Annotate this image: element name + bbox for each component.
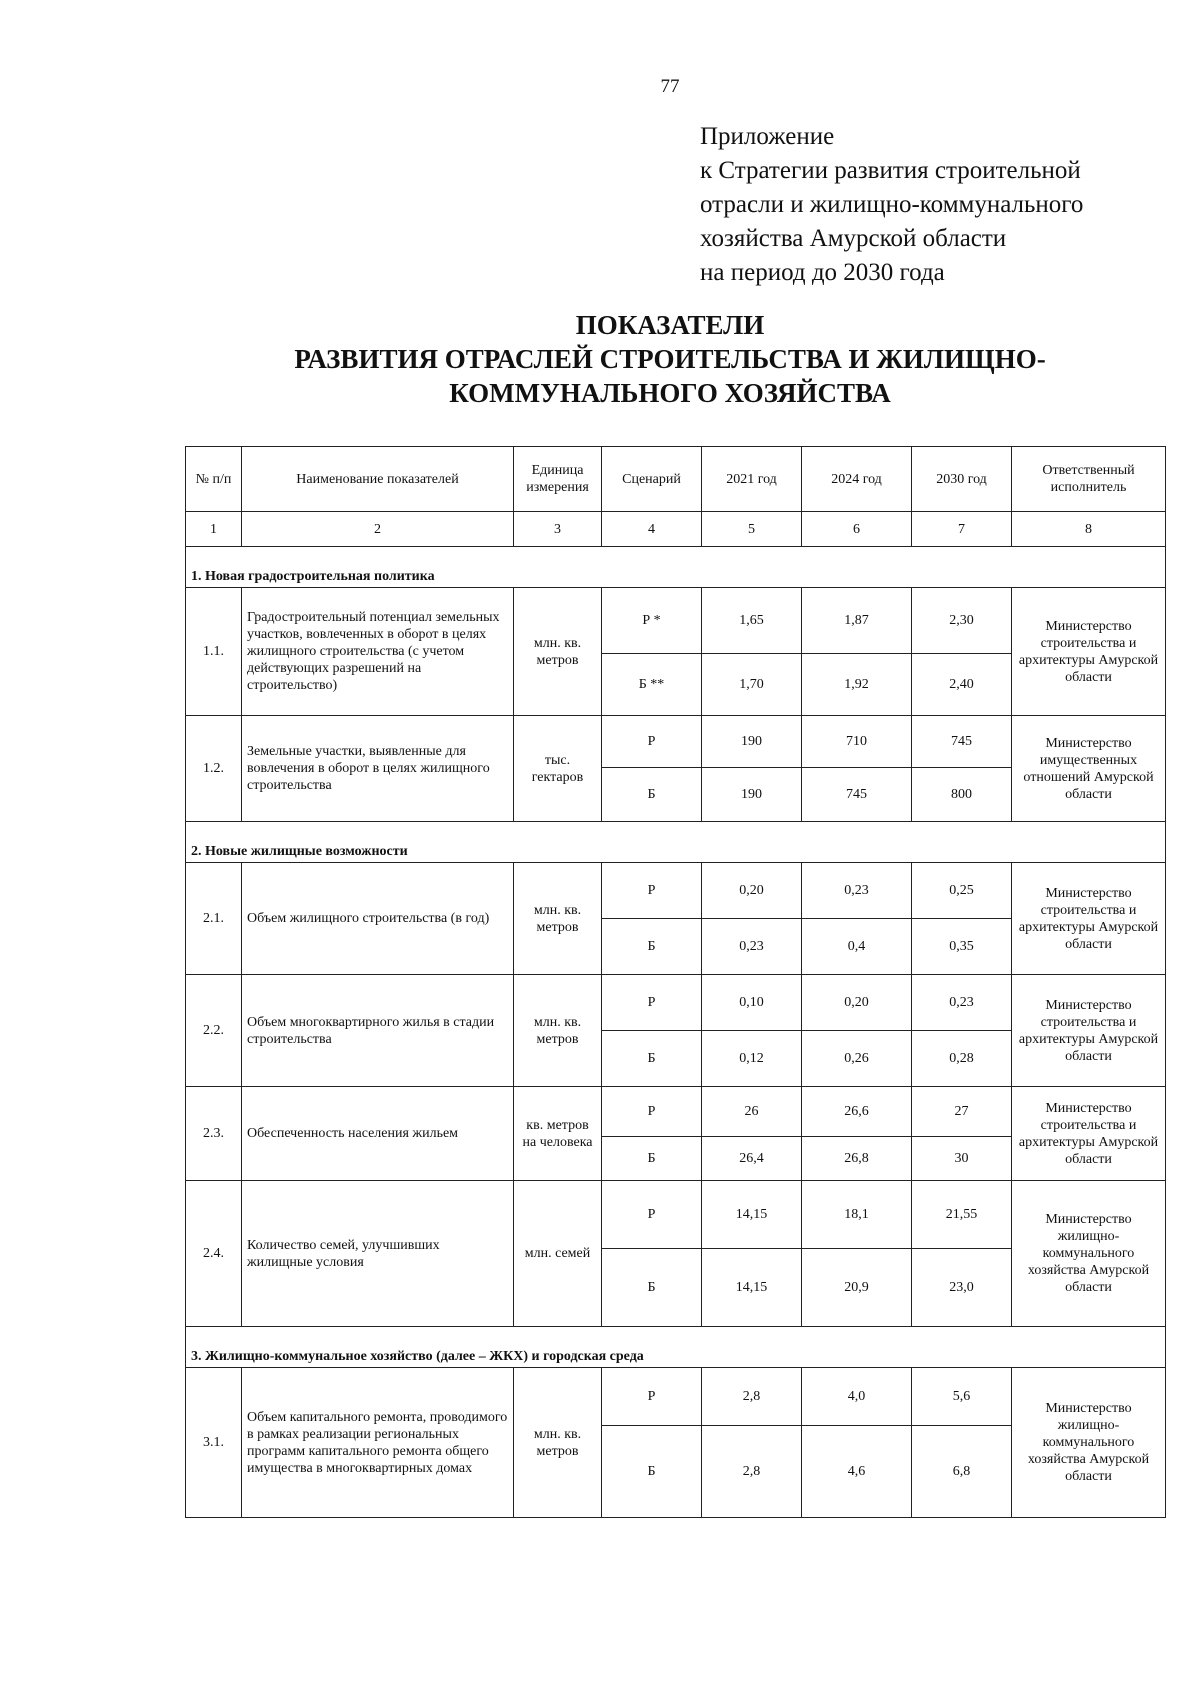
value-2021: 0,12	[702, 1031, 802, 1087]
scenario-cell: Р	[602, 1368, 702, 1426]
value-2021: 190	[702, 716, 802, 768]
appendix-line: отрасли и жилищно-коммунального	[700, 191, 1084, 218]
header-cell: Единица измерения	[514, 447, 602, 512]
value-2021: 1,70	[702, 654, 802, 716]
value-2024: 745	[802, 768, 912, 822]
value-2030: 27	[912, 1087, 1012, 1137]
header-cell: 2021 год	[702, 447, 802, 512]
indicator-name: Количество семей, улучшивших жилищные условия	[242, 1181, 514, 1327]
scenario-cell: Р	[602, 716, 702, 768]
table-row	[186, 863, 1166, 919]
responsible-cell: Министерство имущественных отношений Амурской области	[1012, 716, 1166, 822]
header-cell: Сценарий	[602, 447, 702, 512]
scenario-cell: Б **	[602, 654, 702, 716]
row-number: 1.1.	[186, 588, 242, 716]
appendix-line: Приложение	[700, 123, 835, 150]
value-2030: 0,23	[912, 975, 1012, 1031]
title-line: ПОКАЗАТЕЛИ	[575, 310, 765, 340]
value-2024: 4,0	[802, 1368, 912, 1426]
value-2024: 1,92	[802, 654, 912, 716]
value-2030: 2,40	[912, 654, 1012, 716]
value-2024: 1,87	[802, 588, 912, 654]
value-2021: 0,10	[702, 975, 802, 1031]
scenario-cell: Р	[602, 1087, 702, 1137]
column-number-cell: 8	[1012, 512, 1166, 547]
title-line: РАЗВИТИЯ ОТРАСЛЕЙ СТРОИТЕЛЬСТВА И ЖИЛИЩНО-	[294, 344, 1046, 374]
table-row	[186, 716, 1166, 768]
unit-cell: млн. кв. метров	[514, 1368, 602, 1518]
indicator-name: Объем капитального ремонта, проводимого в рамках реализации региональных программ капитального ремонта общего имущества в многоквартирных домах	[242, 1368, 514, 1518]
scenario-cell: Б	[602, 1031, 702, 1087]
table-row	[186, 1087, 1166, 1137]
scenario-cell: Р	[602, 1181, 702, 1249]
unit-cell: млн. кв. метров	[514, 863, 602, 975]
value-2030: 0,35	[912, 919, 1012, 975]
section-row	[186, 822, 1166, 863]
responsible-cell: Министерство жилищно-коммунального хозяйства Амурской области	[1012, 1368, 1166, 1518]
value-2021: 1,65	[702, 588, 802, 654]
value-2030: 0,25	[912, 863, 1012, 919]
column-number-cell: 5	[702, 512, 802, 547]
indicators-table	[185, 446, 1166, 1518]
row-number: 1.2.	[186, 716, 242, 822]
value-2021: 0,23	[702, 919, 802, 975]
scenario-cell: Р *	[602, 588, 702, 654]
value-2024: 26,6	[802, 1087, 912, 1137]
column-number-cell: 3	[514, 512, 602, 547]
value-2021: 26,4	[702, 1137, 802, 1181]
section-row	[186, 547, 1166, 588]
value-2024: 0,4	[802, 919, 912, 975]
value-2021: 2,8	[702, 1368, 802, 1426]
value-2021: 14,15	[702, 1249, 802, 1327]
value-2024: 710	[802, 716, 912, 768]
scenario-cell: Б	[602, 919, 702, 975]
value-2030: 5,6	[912, 1368, 1012, 1426]
value-2030: 23,0	[912, 1249, 1012, 1327]
value-2024: 4,6	[802, 1426, 912, 1518]
appendix-line: на период до 2030 года	[700, 259, 945, 286]
unit-cell: млн. семей	[514, 1181, 602, 1327]
document-title	[0, 308, 1200, 410]
value-2030: 0,28	[912, 1031, 1012, 1087]
table-header-row	[186, 447, 1166, 512]
page-number: 77	[660, 76, 680, 97]
header-cell: 2024 год	[802, 447, 912, 512]
responsible-cell: Министерство строительства и архитектуры Амурской области	[1012, 1087, 1166, 1181]
value-2024: 0,23	[802, 863, 912, 919]
row-number: 2.4.	[186, 1181, 242, 1327]
responsible-cell: Министерство строительства и архитектуры Амурской области	[1012, 588, 1166, 716]
unit-cell: кв. метров на человека	[514, 1087, 602, 1181]
header-cell: № п/п	[186, 447, 242, 512]
row-number: 3.1.	[186, 1368, 242, 1518]
indicator-name: Объем жилищного строительства (в год)	[242, 863, 514, 975]
value-2021: 0,20	[702, 863, 802, 919]
value-2030: 2,30	[912, 588, 1012, 654]
value-2030: 745	[912, 716, 1012, 768]
table-row	[186, 1368, 1166, 1426]
responsible-cell: Министерство строительства и архитектуры Амурской области	[1012, 863, 1166, 975]
appendix-line: к Стратегии развития строительной	[700, 157, 1081, 184]
section-title: 3. Жилищно-коммунальное хозяйство (далее – ЖКХ) и городская среда	[186, 1327, 1166, 1368]
value-2030: 6,8	[912, 1426, 1012, 1518]
indicator-name: Градостроительный потенциал земельных участков, вовлеченных в оборот в целях жилищного строительства (с учетом действующих разрешений на строительство)	[242, 588, 514, 716]
table-row	[186, 1181, 1166, 1249]
section-title: 1. Новая градостроительная политика	[186, 547, 1166, 588]
section-row	[186, 1327, 1166, 1368]
value-2024: 20,9	[802, 1249, 912, 1327]
column-number-cell: 6	[802, 512, 912, 547]
value-2021: 2,8	[702, 1426, 802, 1518]
unit-cell: млн. кв. метров	[514, 588, 602, 716]
row-number: 2.1.	[186, 863, 242, 975]
column-number-cell: 4	[602, 512, 702, 547]
value-2030: 21,55	[912, 1181, 1012, 1249]
row-number: 2.2.	[186, 975, 242, 1087]
column-number-cell: 1	[186, 512, 242, 547]
value-2024: 18,1	[802, 1181, 912, 1249]
header-cell: 2030 год	[912, 447, 1012, 512]
value-2021: 190	[702, 768, 802, 822]
responsible-cell: Министерство жилищно-коммунального хозяйства Амурской области	[1012, 1181, 1166, 1327]
appendix-line: хозяйства Амурской области	[700, 225, 1007, 252]
column-number-cell: 2	[242, 512, 514, 547]
value-2024: 26,8	[802, 1137, 912, 1181]
value-2021: 14,15	[702, 1181, 802, 1249]
indicator-name: Объем многоквартирного жилья в стадии строительства	[242, 975, 514, 1087]
responsible-cell: Министерство строительства и архитектуры Амурской области	[1012, 975, 1166, 1087]
value-2024: 0,20	[802, 975, 912, 1031]
unit-cell: млн. кв. метров	[514, 975, 602, 1087]
header-cell: Ответственный исполнитель	[1012, 447, 1166, 512]
indicator-name: Обеспеченность населения жильем	[242, 1087, 514, 1181]
value-2021: 26	[702, 1087, 802, 1137]
scenario-cell: Б	[602, 1137, 702, 1181]
value-2024: 0,26	[802, 1031, 912, 1087]
column-number-cell: 7	[912, 512, 1012, 547]
scenario-cell: Б	[602, 768, 702, 822]
section-title: 2. Новые жилищные возможности	[186, 822, 1166, 863]
header-cell: Наименование показателей	[242, 447, 514, 512]
scenario-cell: Р	[602, 975, 702, 1031]
row-number: 2.3.	[186, 1087, 242, 1181]
value-2030: 30	[912, 1137, 1012, 1181]
title-line: КОММУНАЛЬНОГО ХОЗЯЙСТВА	[449, 378, 891, 408]
value-2030: 800	[912, 768, 1012, 822]
unit-cell: тыс. гектаров	[514, 716, 602, 822]
scenario-cell: Б	[602, 1249, 702, 1327]
table-row	[186, 588, 1166, 654]
scenario-cell: Р	[602, 863, 702, 919]
indicator-name: Земельные участки, выявленные для вовлечения в оборот в целях жилищного строительства	[242, 716, 514, 822]
column-number-row	[186, 512, 1166, 547]
scenario-cell: Б	[602, 1426, 702, 1518]
table-row	[186, 975, 1166, 1031]
appendix-note	[700, 120, 1083, 290]
table-body	[186, 447, 1166, 1518]
